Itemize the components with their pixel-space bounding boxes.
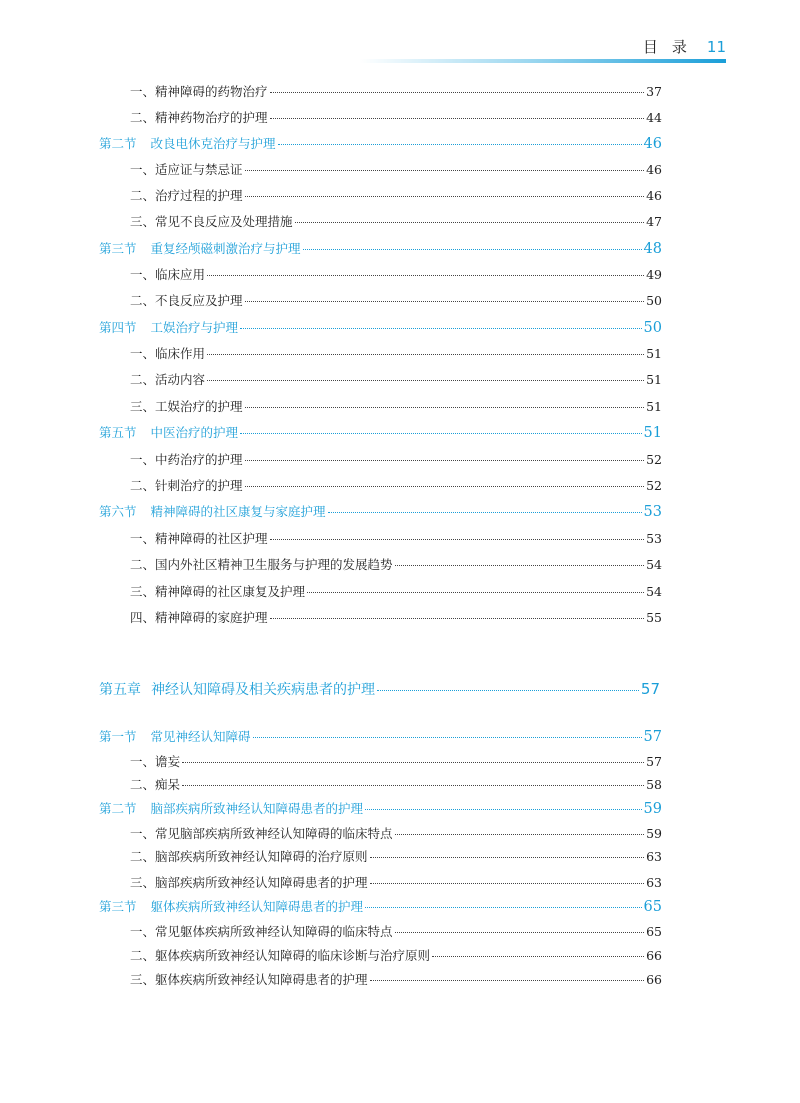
toc-leader-dots	[395, 834, 645, 835]
toc-entry-page: 46	[643, 136, 662, 152]
toc-entry-number: 第六节	[99, 504, 137, 519]
toc-entry-number: 第一节	[99, 729, 137, 744]
toc-leader-dots	[303, 249, 642, 250]
toc-entry-title	[130, 582, 305, 600]
toc-leader-dots	[253, 737, 642, 738]
toc-entry-page: 59	[643, 801, 662, 817]
toc-entry-page: 52	[646, 452, 662, 467]
toc-entry-title	[130, 529, 268, 547]
toc-entry-title	[130, 450, 243, 468]
toc-entry-page: 65	[643, 899, 662, 915]
toc-entry-page: 46	[646, 188, 662, 203]
toc-entry-section[interactable]	[99, 239, 662, 257]
toc-entry-page: 51	[646, 399, 662, 414]
toc-entry-page: 47	[646, 214, 662, 229]
toc-entry-section[interactable]	[99, 423, 662, 441]
toc-entry-item[interactable]	[130, 82, 662, 100]
toc-entry-title	[130, 82, 268, 100]
toc-entry-page: 52	[646, 478, 662, 493]
toc-leader-dots	[395, 565, 645, 566]
toc-entry-text: 二、治疗过程的护理	[130, 188, 243, 203]
toc-entry-title	[130, 160, 243, 178]
toc-leader-dots	[182, 762, 644, 763]
toc-entry-page: 50	[643, 320, 662, 336]
toc-leader-dots	[240, 328, 642, 329]
toc-entry-title	[130, 186, 243, 204]
toc-entry-number: 第四节	[99, 320, 137, 335]
toc-entry-page: 46	[646, 162, 662, 177]
toc-leader-dots	[270, 118, 645, 119]
toc-entry-section[interactable]	[99, 134, 662, 152]
toc-entry-item[interactable]	[130, 847, 662, 865]
toc-leader-dots	[270, 539, 645, 540]
toc-entry-text: 三、脑部疾病所致神经认知障碍患者的护理	[130, 875, 368, 890]
toc-entry-item[interactable]	[130, 752, 662, 770]
toc-entry-item[interactable]	[130, 108, 662, 126]
toc-entry-title	[130, 608, 268, 626]
toc-leader-dots	[395, 932, 645, 933]
toc-entry-title	[130, 970, 368, 988]
toc-entry-page: 51	[646, 346, 662, 361]
toc-entry-text: 四、精神障碍的家庭护理	[130, 610, 268, 625]
toc-entry-item[interactable]	[130, 824, 662, 842]
toc-entry-text: 二、不良反应及护理	[130, 293, 243, 308]
toc-entry-section[interactable]	[99, 799, 662, 817]
toc-entry-text: 工娱治疗与护理	[150, 320, 239, 335]
toc-entry-page: 51	[643, 425, 662, 441]
toc-entry-text: 躯体疾病所致神经认知障碍患者的护理	[150, 899, 364, 914]
toc-entry-item[interactable]	[130, 265, 662, 283]
toc-entry-text: 一、常见躯体疾病所致神经认知障碍的临床特点	[130, 924, 393, 939]
toc-entry-item[interactable]	[130, 476, 662, 494]
toc-entry-title	[130, 291, 243, 309]
header-rule	[60, 59, 726, 63]
toc-entry-text: 改良电休克治疗与护理	[150, 136, 276, 151]
toc-leader-dots	[365, 809, 642, 810]
toc-entry-page: 66	[646, 972, 662, 987]
toc-entry-title	[130, 873, 368, 891]
toc-entry-item[interactable]	[130, 344, 662, 362]
toc-leader-dots	[245, 196, 645, 197]
header-label: 目录	[642, 38, 701, 56]
toc-entry-text: 精神障碍的社区康复与家庭护理	[150, 504, 326, 519]
toc-entry-number: 第二节	[99, 801, 137, 816]
toc-entry-title	[130, 212, 293, 230]
toc-entry-title	[130, 555, 393, 573]
toc-leader-dots	[245, 301, 645, 302]
toc-entry-title	[130, 752, 180, 770]
toc-entry-section[interactable]	[99, 502, 662, 520]
toc-entry-item[interactable]	[130, 186, 662, 204]
toc-entry-page: 59	[646, 826, 662, 841]
toc-entry-text: 二、躯体疾病所致神经认知障碍的临床诊断与治疗原则	[130, 948, 431, 963]
toc-entry-title	[130, 397, 243, 415]
toc-leader-dots	[377, 690, 639, 691]
toc-entry-item[interactable]	[130, 608, 662, 626]
toc-entry-page: 54	[646, 584, 662, 599]
toc-leader-dots	[182, 785, 644, 786]
toc-entry-page: 63	[646, 849, 662, 864]
toc-entry-text: 一、中药治疗的护理	[130, 452, 243, 467]
toc-leader-dots	[432, 956, 644, 957]
toc-entry-chapter[interactable]	[99, 679, 660, 699]
toc-leader-dots	[245, 486, 645, 487]
toc-leader-dots	[245, 460, 645, 461]
toc-entry-page: 57	[646, 754, 662, 769]
toc-entry-page: 66	[646, 948, 662, 963]
toc-entry-item[interactable]	[130, 212, 662, 230]
toc-entry-text: 常见神经认知障碍	[150, 729, 251, 744]
toc-entry-title	[130, 847, 368, 865]
toc-entry-text: 一、精神障碍的社区护理	[130, 531, 268, 546]
toc-entry-title	[99, 423, 238, 441]
toc-entry-item[interactable]	[130, 873, 662, 891]
toc-entry-text: 二、精神药物治疗的护理	[130, 110, 268, 125]
toc-leader-dots	[270, 92, 645, 93]
toc-entry-page: 37	[646, 84, 662, 99]
toc-entry-title	[99, 897, 363, 915]
toc-entry-item[interactable]	[130, 946, 662, 964]
toc-leader-dots	[370, 980, 645, 981]
toc-entry-text: 二、针刺治疗的护理	[130, 478, 243, 493]
toc-leader-dots	[245, 170, 645, 171]
toc-entry-page: 57	[643, 729, 662, 745]
toc-entry-page: 50	[646, 293, 662, 308]
toc-leader-dots	[307, 592, 644, 593]
toc-entry-text: 三、工娱治疗的护理	[130, 399, 243, 414]
toc-entry-text: 三、躯体疾病所致神经认知障碍患者的护理	[130, 972, 368, 987]
toc-entry-title	[99, 679, 375, 699]
toc-entry-item[interactable]	[130, 970, 662, 988]
toc-entry-item[interactable]	[130, 922, 662, 940]
toc-entry-page: 53	[643, 504, 662, 520]
toc-entry-number: 第五章	[99, 682, 141, 698]
toc-entry-number: 第三节	[99, 241, 137, 256]
toc-entry-page: 58	[646, 777, 662, 792]
toc-entry-text: 重复经颅磁刺激治疗与护理	[150, 241, 301, 256]
toc-entry-text: 中医治疗的护理	[150, 425, 239, 440]
toc-entry-title	[99, 134, 276, 152]
toc-leader-dots	[245, 407, 645, 408]
toc-entry-title	[99, 727, 251, 745]
toc-entry-text: 二、痴呆	[130, 777, 181, 792]
toc-entry-page: 48	[643, 241, 662, 257]
toc-entry-text: 一、临床应用	[130, 267, 206, 282]
toc-entry-text: 二、脑部疾病所致神经认知障碍的治疗原则	[130, 849, 368, 864]
toc-leader-dots	[278, 144, 642, 145]
toc-entry-text: 三、精神障碍的社区康复及护理	[130, 584, 306, 599]
toc-entry-title	[130, 824, 393, 842]
toc-entry-section[interactable]	[99, 318, 662, 336]
toc-entry-item[interactable]	[130, 397, 662, 415]
toc-entry-title	[130, 775, 180, 793]
toc-entry-title	[99, 502, 326, 520]
toc-entry-page: 63	[646, 875, 662, 890]
toc-entry-text: 一、常见脑部疾病所致神经认知障碍的临床特点	[130, 826, 393, 841]
toc-leader-dots	[295, 222, 645, 223]
toc-entry-text: 二、国内外社区精神卫生服务与护理的发展趋势	[130, 557, 393, 572]
toc-entry-title	[130, 265, 205, 283]
toc-entry-text: 一、适应证与禁忌证	[130, 162, 243, 177]
toc-entry-title	[130, 370, 205, 388]
header-text	[643, 36, 726, 57]
toc-entry-title	[99, 239, 301, 257]
toc-entry-text: 三、常见不良反应及处理措施	[130, 214, 293, 229]
toc-entry-number: 第三节	[99, 899, 137, 914]
toc-entry-text: 一、精神障碍的药物治疗	[130, 84, 268, 99]
toc-entry-title	[130, 108, 268, 126]
toc-entry-item[interactable]	[130, 291, 662, 309]
page-header	[60, 34, 726, 64]
toc-entry-page: 44	[646, 110, 662, 125]
toc-entry-number: 第二节	[99, 136, 137, 151]
toc-entry-title	[130, 476, 243, 494]
header-page-number: 11	[706, 38, 726, 56]
toc-entry-number: 第五节	[99, 425, 137, 440]
toc-entry-text: 神经认知障碍及相关疾病患者的护理	[151, 682, 375, 698]
toc-leader-dots	[370, 883, 645, 884]
toc-leader-dots	[240, 433, 642, 434]
toc-entry-text: 一、谵妄	[130, 754, 181, 769]
toc-entry-title	[130, 946, 430, 964]
toc-entry-item[interactable]	[130, 370, 662, 388]
toc-leader-dots	[270, 618, 645, 619]
toc-entry-title	[130, 344, 205, 362]
toc-leader-dots	[207, 380, 644, 381]
toc-entry-page: 65	[646, 924, 662, 939]
toc-entry-section[interactable]	[99, 727, 662, 745]
toc-leader-dots	[207, 275, 644, 276]
toc-entry-item[interactable]	[130, 450, 662, 468]
toc-entry-page: 49	[646, 267, 662, 282]
toc-entry-page: 51	[646, 372, 662, 387]
toc-leader-dots	[370, 857, 645, 858]
toc-entry-item[interactable]	[130, 775, 662, 793]
toc-entry-page: 57	[640, 680, 660, 698]
toc-entry-page: 53	[646, 531, 662, 546]
toc-entry-page: 55	[646, 610, 662, 625]
toc-entry-item[interactable]	[130, 529, 662, 547]
toc-entry-text: 二、活动内容	[130, 372, 206, 387]
toc-entry-title	[99, 799, 363, 817]
toc-entry-page: 54	[646, 557, 662, 572]
toc-entry-title	[130, 922, 393, 940]
toc-entry-item[interactable]	[130, 160, 662, 178]
toc-entry-section[interactable]	[99, 897, 662, 915]
toc-entry-item[interactable]	[130, 582, 662, 600]
toc-leader-dots	[365, 907, 642, 908]
toc-entry-text: 一、临床作用	[130, 346, 206, 361]
toc-entry-item[interactable]	[130, 555, 662, 573]
toc-leader-dots	[207, 354, 644, 355]
toc-entry-title	[99, 318, 238, 336]
toc-entry-text: 脑部疾病所致神经认知障碍患者的护理	[150, 801, 364, 816]
toc-leader-dots	[328, 512, 642, 513]
